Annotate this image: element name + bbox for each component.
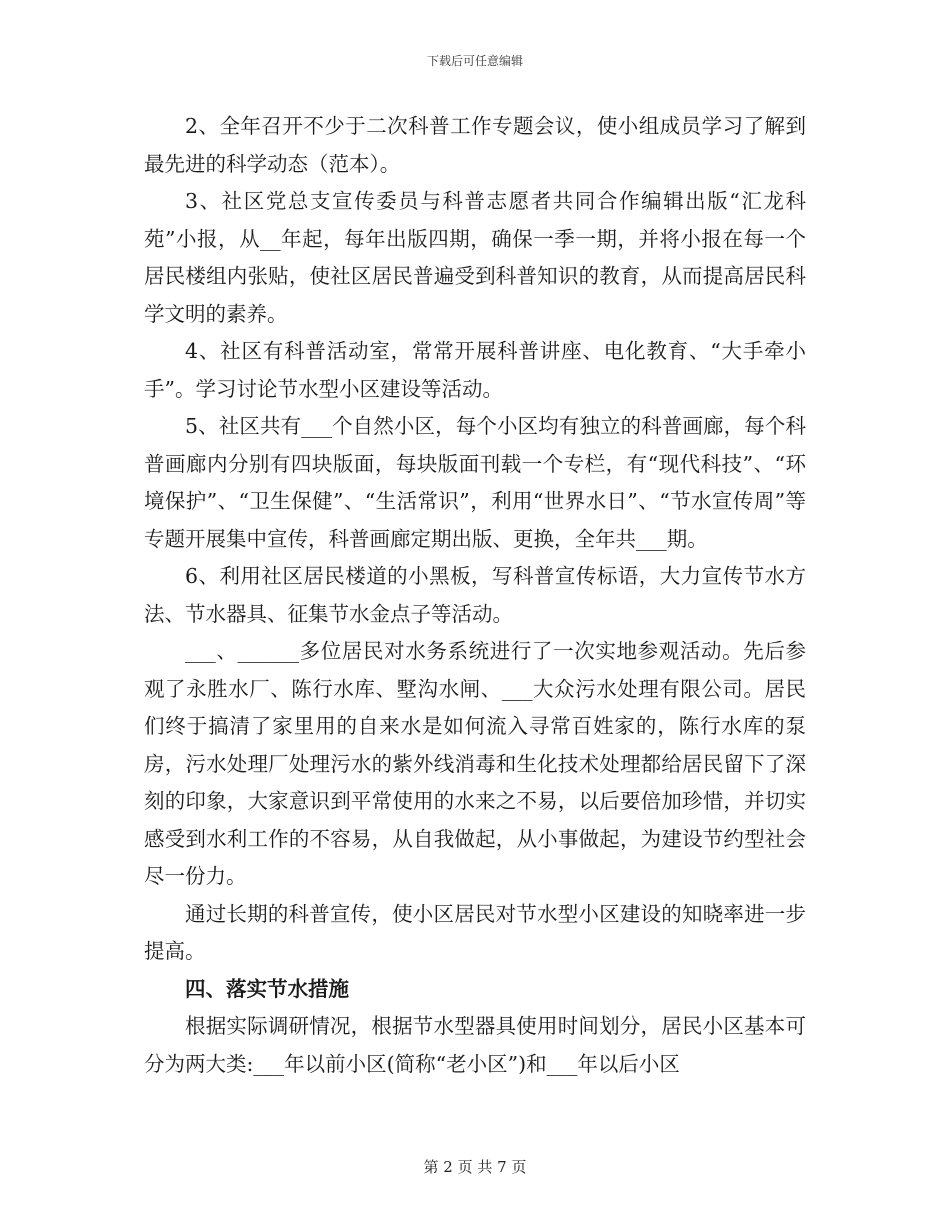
paragraph-6: ___、______多位居民对水务系统进行了一次实地参观活动。先后参观了永胜水厂、陈行水库、墅沟水闸、___大众污水处理有限公司。居民们终于搞清了家里用的自来水是如何流入寻常百姓家的，陈行水库的泵房，污水处理厂处理污水的紫外线消毒和生化技术处理都给居民留下了深刻的印象，大家意识到平常使用的水来之不易，以后要倍加珍惜，并切实感受到水利工作的不容易，从自我做起，从小事做起，为建设节约型社会尽一份力。 <box>144 639 806 888</box>
paragraph-5: 6、利用社区居民楼道的小黑板，写科普宣传标语，大力宣传节水方法、节水器具、征集节水金点子等活动。 <box>144 564 806 626</box>
paragraph-4: 5、社区共有___个自然小区，每个小区均有独立的科普画廊，每个科普画廊内分别有四块版面，每块版面刊载一个专栏，有“现代科技”、“环境保护”、“卫生保健”、“生活常识”，利用“世界水日”、“节水宣传周”等专题开展集中宣传，科普画廊定期出版、更换，全年共___期。 <box>144 414 806 551</box>
section-heading: 四、落实节水措施 <box>185 976 349 1001</box>
paragraph-1: 2、全年召开不少于二次科普工作专题会议，使小组成员学习了解到最先进的科学动态（范本）。 <box>144 114 806 176</box>
page-footer: 第 2 页 共 7 页 <box>423 1158 527 1176</box>
paragraph-3: 4、社区有科普活动室，常常开展科普讲座、电化教育、“大手牵小手”。学习讨论节水型小区建设等活动。 <box>144 339 806 401</box>
paragraph-8: 根据实际调研情况，根据节水型器具使用时间划分，居民小区基本可分为两大类:___年以前小区(简称“老小区”)和___年以后小区 <box>144 1014 806 1076</box>
paragraph-2: 3、社区党总支宣传委员与科普志愿者共同合作编辑出版“汇龙科苑”小报，从__年起，每年出版四期，确保一季一期，并将小报在每一个居民楼组内张贴，使社区居民普遍受到科普知识的教育，从而提高居民科学文明的素养。 <box>144 189 806 326</box>
document-body <box>144 108 806 1083</box>
page-header: 下载后可任意编辑 <box>426 54 523 68</box>
paragraph-7: 通过长期的科普宣传，使小区居民对节水型小区建设的知晓率进一步提高。 <box>144 901 806 963</box>
